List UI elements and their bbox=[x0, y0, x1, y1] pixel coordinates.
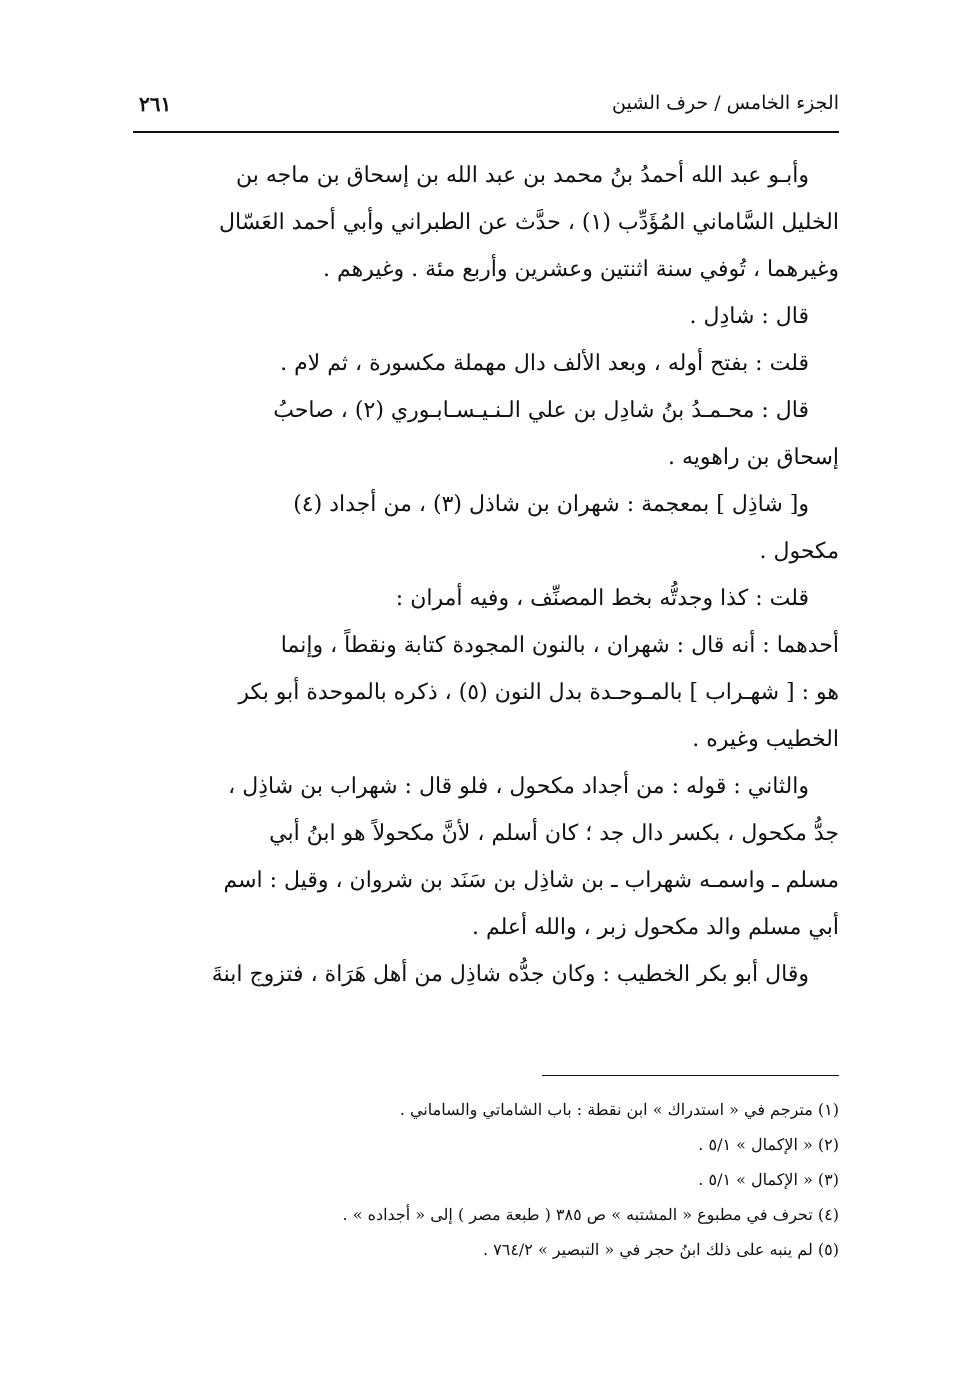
footnote-item: (٣) « الإكمال » ٥/١ . bbox=[698, 1170, 839, 1189]
text-line: قال : شادِل . bbox=[689, 304, 809, 329]
footnote-item: (٤) تحرف في مطبوع « المشتبه » ص ٣٨٥ ( طبعة مصر ) إلى « أجداده » . bbox=[342, 1205, 839, 1224]
main-text bbox=[133, 152, 839, 998]
text-line: هو : [ شهـراب ] بالمـوحـدة بدل النون (٥) ، ذكره بالموحدة أبو بكر bbox=[238, 680, 839, 705]
text-line: مسلم ـ واسمـه شهراب ـ بن شاذِل بن سَنَد بن شروان ، وقيل : اسم bbox=[223, 868, 839, 893]
header-divider bbox=[133, 131, 839, 133]
text-line: قلت : بفتح أوله ، وبعد الألف دال مهملة مكسورة ، ثم لام . bbox=[280, 351, 809, 376]
footnotes bbox=[133, 1092, 839, 1267]
text-line: وقال أبو بكر الخطيب : وكان جدُّه شاذِل من أهل هَرَاة ، فتزوج ابنةَ bbox=[211, 962, 809, 987]
text-line: أحدهما : أنه قال : شهران ، بالنون المجودة كتابة ونقطاً ، وإنما bbox=[280, 633, 839, 658]
footnote-item: (٢) « الإكمال » ٥/١ . bbox=[698, 1135, 839, 1154]
text-line: الخليل السَّاماني المُؤَدِّب (١) ، حدَّث عن الطبراني وأبي أحمد العَسّال bbox=[219, 210, 839, 235]
text-line: وغيرهما ، تُوفي سنة اثنتين وعشرين وأربع مئة . وغيرهم . bbox=[322, 257, 839, 282]
text-line: إسحاق بن راهويه . bbox=[668, 445, 839, 470]
footnote-item: (٥) لم ينبه على ذلك ابنُ حجر في « التبصير » ٧٦٤/٢ . bbox=[482, 1240, 839, 1259]
text-line: جدُّ مكحول ، بكسر دال جد ؛ كان أسلم ، لأنَّ مكحولاً هو ابنُ أبي bbox=[269, 821, 839, 846]
text-line: قال : محـمـدُ بنُ شادِل بن علي الـنـيـسـابـوري (٢) ، صاحبُ bbox=[273, 398, 809, 423]
footnote-item: (١) مترجم في « استدراك » ابن نقطة : باب الشاماتي والساماني . bbox=[399, 1100, 839, 1119]
text-line: الخطيب وغيره . bbox=[692, 727, 839, 752]
text-line: و[ شاذِل ] بمعجمة : شهران بن شاذل (٣) ، من أجداد (٤) bbox=[293, 492, 809, 517]
text-line: وأبـو عبد الله أحمدُ بنُ محمد بن عبد الله بن إسحاق بن ماجه بن bbox=[236, 163, 809, 188]
footnote-divider bbox=[542, 1075, 839, 1076]
text-line: أبي مسلم والد مكحول زبر ، والله أعلم . bbox=[472, 915, 839, 940]
text-line: مكحول . bbox=[759, 539, 839, 564]
text-line: قلت : كذا وجدتُّه بخط المصنِّف ، وفيه أمران : bbox=[395, 586, 809, 611]
page-header bbox=[133, 86, 839, 126]
running-title: الجزء الخامس / حرف الشين bbox=[612, 92, 839, 114]
page-number: ٢٦١ bbox=[139, 92, 172, 116]
text-line: والثاني : قوله : من أجداد مكحول ، فلو قال : شهراب بن شاذِل ، bbox=[228, 774, 809, 799]
